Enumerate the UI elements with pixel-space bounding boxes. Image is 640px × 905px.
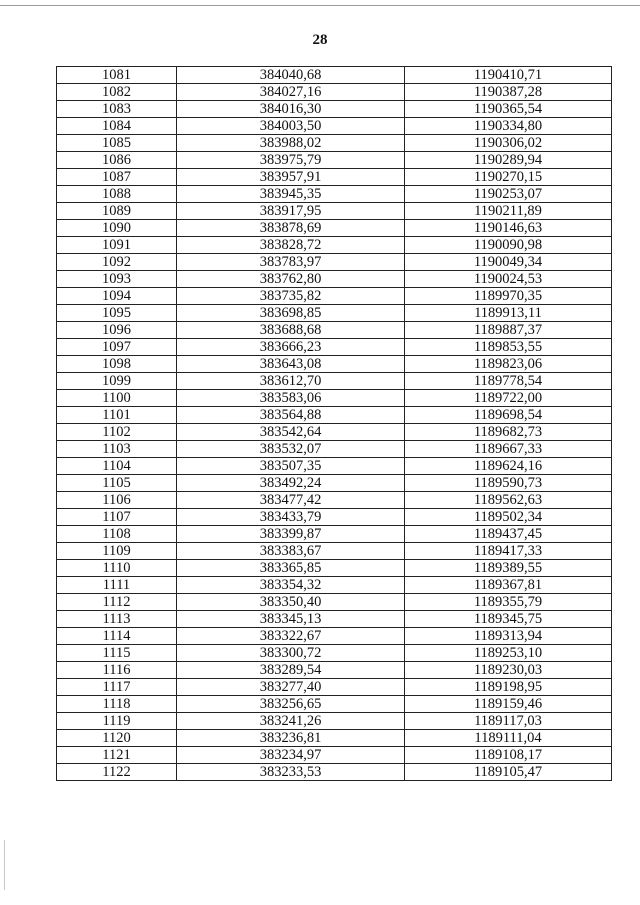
point-number-cell: 1106 <box>57 492 177 509</box>
table-row <box>57 67 612 84</box>
table-row <box>57 305 612 322</box>
x-coordinate-cell: 383828,72 <box>177 237 405 254</box>
table-row <box>57 169 612 186</box>
x-coordinate-cell: 383688,68 <box>177 322 405 339</box>
point-number-cell: 1082 <box>57 84 177 101</box>
top-rule <box>0 5 640 6</box>
y-coordinate-cell: 1190289,94 <box>405 152 612 169</box>
x-coordinate-cell: 383917,95 <box>177 203 405 220</box>
x-coordinate-cell: 383975,79 <box>177 152 405 169</box>
x-coordinate-cell: 383322,67 <box>177 628 405 645</box>
table-row <box>57 356 612 373</box>
table-row <box>57 237 612 254</box>
point-number-cell: 1094 <box>57 288 177 305</box>
x-coordinate-cell: 383433,79 <box>177 509 405 526</box>
x-coordinate-cell: 383666,23 <box>177 339 405 356</box>
table-row <box>57 152 612 169</box>
point-number-cell: 1081 <box>57 67 177 84</box>
point-number-cell: 1101 <box>57 407 177 424</box>
y-coordinate-cell: 1189667,33 <box>405 441 612 458</box>
y-coordinate-cell: 1189198,95 <box>405 679 612 696</box>
coordinates-table <box>56 66 612 781</box>
table-row <box>57 560 612 577</box>
table-row <box>57 645 612 662</box>
y-coordinate-cell: 1189624,16 <box>405 458 612 475</box>
table-row <box>57 458 612 475</box>
table-row <box>57 271 612 288</box>
x-coordinate-cell: 384016,30 <box>177 101 405 118</box>
x-coordinate-cell: 383492,24 <box>177 475 405 492</box>
y-coordinate-cell: 1190410,71 <box>405 67 612 84</box>
y-coordinate-cell: 1189367,81 <box>405 577 612 594</box>
point-number-cell: 1120 <box>57 730 177 747</box>
x-coordinate-cell: 383300,72 <box>177 645 405 662</box>
table-row <box>57 713 612 730</box>
table-row <box>57 220 612 237</box>
x-coordinate-cell: 383783,97 <box>177 254 405 271</box>
point-number-cell: 1104 <box>57 458 177 475</box>
y-coordinate-cell: 1189698,54 <box>405 407 612 424</box>
point-number-cell: 1112 <box>57 594 177 611</box>
y-coordinate-cell: 1190365,54 <box>405 101 612 118</box>
y-coordinate-cell: 1189778,54 <box>405 373 612 390</box>
table-row <box>57 373 612 390</box>
point-number-cell: 1107 <box>57 509 177 526</box>
table-row <box>57 407 612 424</box>
point-number-cell: 1093 <box>57 271 177 288</box>
point-number-cell: 1111 <box>57 577 177 594</box>
y-coordinate-cell: 1190146,63 <box>405 220 612 237</box>
point-number-cell: 1117 <box>57 679 177 696</box>
table-row <box>57 322 612 339</box>
x-coordinate-cell: 383735,82 <box>177 288 405 305</box>
y-coordinate-cell: 1189389,55 <box>405 560 612 577</box>
x-coordinate-cell: 383542,64 <box>177 424 405 441</box>
x-coordinate-cell: 383477,42 <box>177 492 405 509</box>
table-row <box>57 611 612 628</box>
y-coordinate-cell: 1189823,06 <box>405 356 612 373</box>
y-coordinate-cell: 1189111,04 <box>405 730 612 747</box>
point-number-cell: 1083 <box>57 101 177 118</box>
point-number-cell: 1090 <box>57 220 177 237</box>
table-row <box>57 118 612 135</box>
y-coordinate-cell: 1189313,94 <box>405 628 612 645</box>
y-coordinate-cell: 1189722,00 <box>405 390 612 407</box>
point-number-cell: 1118 <box>57 696 177 713</box>
y-coordinate-cell: 1190024,53 <box>405 271 612 288</box>
y-coordinate-cell: 1189682,73 <box>405 424 612 441</box>
y-coordinate-cell: 1189345,75 <box>405 611 612 628</box>
point-number-cell: 1096 <box>57 322 177 339</box>
point-number-cell: 1088 <box>57 186 177 203</box>
point-number-cell: 1097 <box>57 339 177 356</box>
table-row <box>57 730 612 747</box>
x-coordinate-cell: 383988,02 <box>177 135 405 152</box>
page-number: 28 <box>312 32 328 48</box>
page-edge-mark <box>4 840 5 890</box>
table-row <box>57 509 612 526</box>
x-coordinate-cell: 383762,80 <box>177 271 405 288</box>
point-number-cell: 1110 <box>57 560 177 577</box>
y-coordinate-cell: 1189887,37 <box>405 322 612 339</box>
point-number-cell: 1119 <box>57 713 177 730</box>
x-coordinate-cell: 383643,08 <box>177 356 405 373</box>
table-row <box>57 186 612 203</box>
point-number-cell: 1116 <box>57 662 177 679</box>
x-coordinate-cell: 383234,97 <box>177 747 405 764</box>
point-number-cell: 1084 <box>57 118 177 135</box>
x-coordinate-cell: 383233,53 <box>177 764 405 781</box>
y-coordinate-cell: 1189230,03 <box>405 662 612 679</box>
y-coordinate-cell: 1189562,63 <box>405 492 612 509</box>
y-coordinate-cell: 1190090,98 <box>405 237 612 254</box>
x-coordinate-cell: 384003,50 <box>177 118 405 135</box>
point-number-cell: 1091 <box>57 237 177 254</box>
point-number-cell: 1095 <box>57 305 177 322</box>
table-row <box>57 577 612 594</box>
y-coordinate-cell: 1189590,73 <box>405 475 612 492</box>
y-coordinate-cell: 1189355,79 <box>405 594 612 611</box>
x-coordinate-cell: 383256,65 <box>177 696 405 713</box>
y-coordinate-cell: 1190387,28 <box>405 84 612 101</box>
table-row <box>57 747 612 764</box>
point-number-cell: 1087 <box>57 169 177 186</box>
x-coordinate-cell: 383241,26 <box>177 713 405 730</box>
table-row <box>57 764 612 781</box>
y-coordinate-cell: 1190049,34 <box>405 254 612 271</box>
y-coordinate-cell: 1190334,80 <box>405 118 612 135</box>
table-row <box>57 594 612 611</box>
point-number-cell: 1102 <box>57 424 177 441</box>
point-number-cell: 1092 <box>57 254 177 271</box>
table-row <box>57 679 612 696</box>
table-row <box>57 339 612 356</box>
point-number-cell: 1105 <box>57 475 177 492</box>
x-coordinate-cell: 383583,06 <box>177 390 405 407</box>
point-number-cell: 1122 <box>57 764 177 781</box>
x-coordinate-cell: 383354,32 <box>177 577 405 594</box>
x-coordinate-cell: 383383,67 <box>177 543 405 560</box>
point-number-cell: 1100 <box>57 390 177 407</box>
y-coordinate-cell: 1189253,10 <box>405 645 612 662</box>
table-row <box>57 526 612 543</box>
x-coordinate-cell: 383698,85 <box>177 305 405 322</box>
x-coordinate-cell: 383345,13 <box>177 611 405 628</box>
table-row <box>57 543 612 560</box>
y-coordinate-cell: 1189417,33 <box>405 543 612 560</box>
table-row <box>57 475 612 492</box>
coordinates-table-body <box>57 67 612 781</box>
table-row <box>57 696 612 713</box>
x-coordinate-cell: 383399,87 <box>177 526 405 543</box>
point-number-cell: 1086 <box>57 152 177 169</box>
x-coordinate-cell: 384027,16 <box>177 84 405 101</box>
x-coordinate-cell: 384040,68 <box>177 67 405 84</box>
table-row <box>57 288 612 305</box>
y-coordinate-cell: 1189913,11 <box>405 305 612 322</box>
x-coordinate-cell: 383612,70 <box>177 373 405 390</box>
y-coordinate-cell: 1190211,89 <box>405 203 612 220</box>
table-row <box>57 424 612 441</box>
point-number-cell: 1099 <box>57 373 177 390</box>
point-number-cell: 1085 <box>57 135 177 152</box>
x-coordinate-cell: 383365,85 <box>177 560 405 577</box>
table-row <box>57 84 612 101</box>
x-coordinate-cell: 383945,35 <box>177 186 405 203</box>
x-coordinate-cell: 383236,81 <box>177 730 405 747</box>
point-number-cell: 1089 <box>57 203 177 220</box>
point-number-cell: 1121 <box>57 747 177 764</box>
y-coordinate-cell: 1190253,07 <box>405 186 612 203</box>
x-coordinate-cell: 383957,91 <box>177 169 405 186</box>
y-coordinate-cell: 1189117,03 <box>405 713 612 730</box>
table-row <box>57 662 612 679</box>
y-coordinate-cell: 1190270,15 <box>405 169 612 186</box>
table-row <box>57 492 612 509</box>
point-number-cell: 1103 <box>57 441 177 458</box>
x-coordinate-cell: 383878,69 <box>177 220 405 237</box>
x-coordinate-cell: 383350,40 <box>177 594 405 611</box>
point-number-cell: 1114 <box>57 628 177 645</box>
y-coordinate-cell: 1189970,35 <box>405 288 612 305</box>
x-coordinate-cell: 383289,54 <box>177 662 405 679</box>
table-row <box>57 135 612 152</box>
x-coordinate-cell: 383507,35 <box>177 458 405 475</box>
y-coordinate-cell: 1189502,34 <box>405 509 612 526</box>
table-row <box>57 254 612 271</box>
point-number-cell: 1098 <box>57 356 177 373</box>
y-coordinate-cell: 1190306,02 <box>405 135 612 152</box>
x-coordinate-cell: 383532,07 <box>177 441 405 458</box>
y-coordinate-cell: 1189105,47 <box>405 764 612 781</box>
x-coordinate-cell: 383564,88 <box>177 407 405 424</box>
table-row <box>57 101 612 118</box>
x-coordinate-cell: 383277,40 <box>177 679 405 696</box>
point-number-cell: 1113 <box>57 611 177 628</box>
point-number-cell: 1108 <box>57 526 177 543</box>
table-row <box>57 203 612 220</box>
table-row <box>57 441 612 458</box>
y-coordinate-cell: 1189437,45 <box>405 526 612 543</box>
y-coordinate-cell: 1189108,17 <box>405 747 612 764</box>
point-number-cell: 1109 <box>57 543 177 560</box>
table-row <box>57 628 612 645</box>
y-coordinate-cell: 1189853,55 <box>405 339 612 356</box>
y-coordinate-cell: 1189159,46 <box>405 696 612 713</box>
point-number-cell: 1115 <box>57 645 177 662</box>
table-row <box>57 390 612 407</box>
